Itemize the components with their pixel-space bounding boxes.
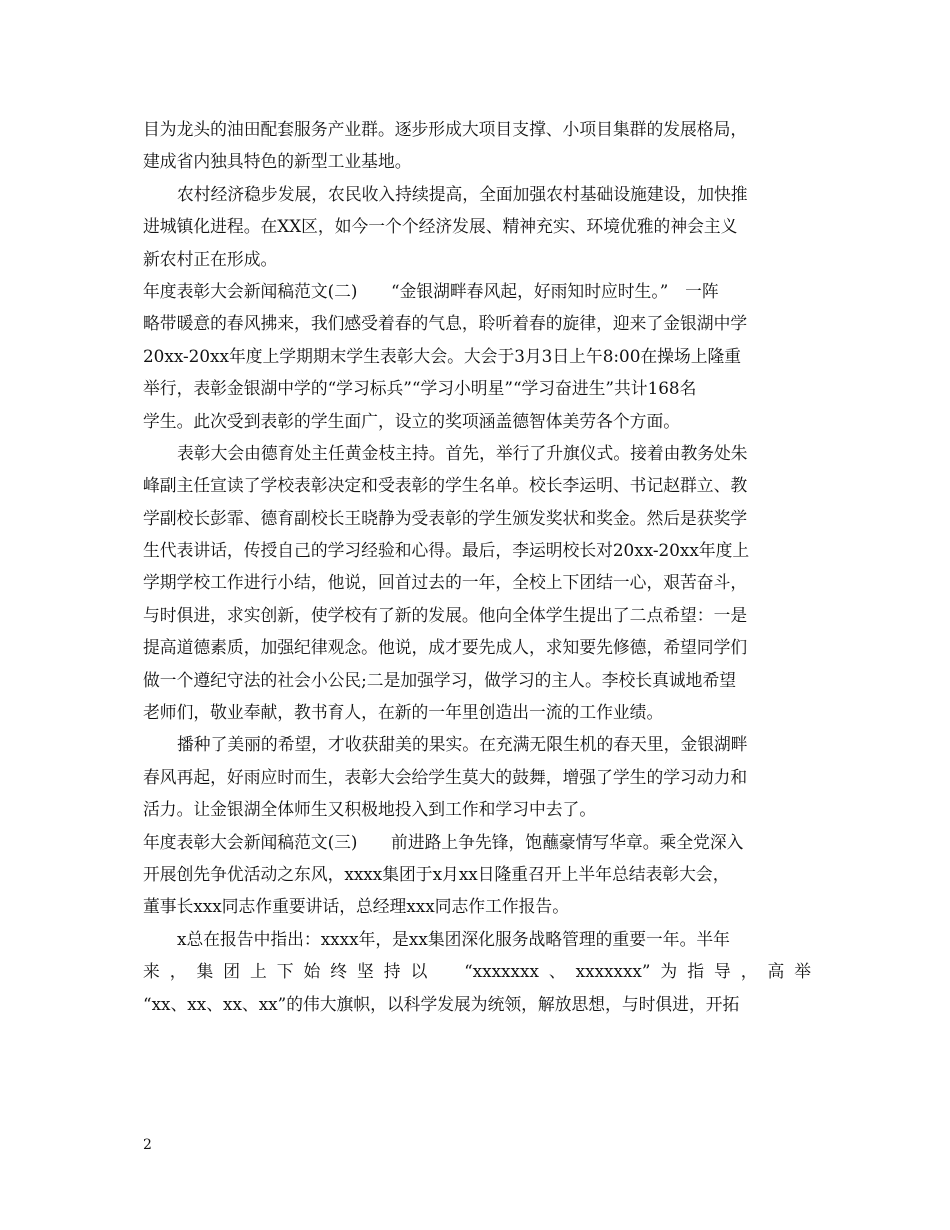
section-heading-line: 年度表彰大会新闻稿范文(三) 前进路上争先锋，饱蘸豪情写华章。乘全党深入 xyxy=(143,831,744,852)
text-line: “xx、xx、xx、xx”的伟大旗帜，以科学发展为统领，解放思想，与时俱进，开拓 xyxy=(143,993,740,1014)
text-line: 老师们，敬业奉献，教书育人，在新的一年里创造出一流的工作业绩。 xyxy=(143,702,664,723)
text-line: 开展创先争优活动之东风，xxxx集团于x月xx日隆重召开上半年总结表彰大会， xyxy=(143,863,730,884)
text-line: 与时俱进，求实创新，使学校有了新的发展。他向全体学生提出了二点希望：一是 xyxy=(143,604,748,625)
text-line: 春风再起，好雨应时而生，表彰大会给学生莫大的鼓舞，增强了学生的学习动力和 xyxy=(143,766,748,787)
text-line: 学期学校工作进行小结，他说，回首过去的一年，全校上下团结一心，艰苦奋斗， xyxy=(143,572,748,593)
text-line: 略带暖意的春风拂来，我们感受着春的气息，聆听着春的旋律，迎来了金银湖中学 xyxy=(143,313,748,334)
paragraph-first-line: x总在报告中指出：xxxx年，是xx集团深化服务战略管理的重要一年。半年 xyxy=(177,928,730,949)
text-line: 董事长xxx同志作重要讲话，总经理xxx同志作工作报告。 xyxy=(143,896,569,917)
text-line: 进城镇化进程。在XX区，如今一个个经济发展、精神充实、环境优雅的神会主义 xyxy=(143,216,738,237)
text-line: 20xx-20xx年度上学期期末学生表彰大会。大会于3月3日上午8:00在操场上隆重 xyxy=(143,345,742,366)
text-line: 峰副主任宣读了学校表彰决定和受表彰的学生名单。校长李运明、书记赵群立、教 xyxy=(143,475,748,496)
document-body xyxy=(143,113,811,1020)
text-line: 做一个遵纪守法的社会小公民;二是加强学习，做学习的主人。李校长真诚地希望 xyxy=(143,669,737,690)
text-line: 来，集团上下始终坚持以 “xxxxxxx、xxxxxxx”为指导，高举 xyxy=(143,961,811,982)
text-line: 活力。让金银湖全体师生又积极地投入到工作和学习中去了。 xyxy=(143,799,597,820)
text-line: 提高道德素质，加强纪律观念。他说，成才要先成人，求知要先修德，希望同学们 xyxy=(143,637,748,658)
text-line: 学生。此次受到表彰的学生面广，设立的奖项涵盖德智体美劳各个方面。 xyxy=(143,410,681,431)
text-line: 学副校长彭霏、德育副校长王晓静为受表彰的学生颁发奖状和奖金。然后是获奖学 xyxy=(143,507,748,528)
text-line: 新农村正在形成。 xyxy=(143,248,278,269)
text-line: 生代表讲话，传授自己的学习经验和心得。最后，李运明校长对20xx-20xx年度上 xyxy=(143,540,750,561)
page-number: 2 xyxy=(143,1137,152,1153)
text-line: 建成省内独具特色的新型工业基地。 xyxy=(143,151,412,172)
text-line: 举行，表彰金银湖中学的“学习标兵”“学习小明星”“学习奋进生”共计168名 xyxy=(143,378,697,399)
text-line: 目为龙头的油田配套服务产业群。逐步形成大项目支撑、小项目集群的发展格局， xyxy=(143,119,748,139)
paragraph-first-line: 播种了美丽的希望，才收获甜美的果实。在充满无限生机的春天里，金银湖畔 xyxy=(177,734,748,755)
paragraph-first-line: 农村经济稳步发展，农民收入持续提高，全面加强农村基础设施建设，加快推 xyxy=(177,183,748,204)
section-heading-line: 年度表彰大会新闻稿范文(二) “金银湖畔春风起，好雨知时应时生。” 一阵 xyxy=(143,280,719,301)
paragraph-first-line: 表彰大会由德育处主任黄金枝主持。首先，举行了升旗仪式。接着由教务处朱 xyxy=(177,442,748,463)
